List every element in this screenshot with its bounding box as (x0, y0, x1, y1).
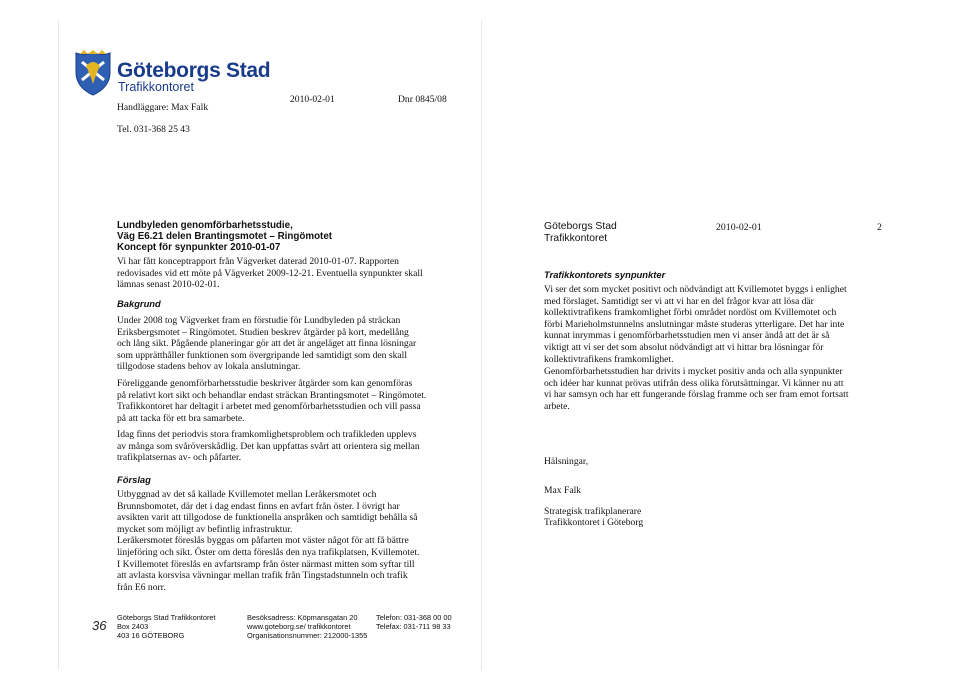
text-line: från E6 norr. (117, 581, 166, 593)
text-line: kollektivtrafikens framkomlighet förbi området nordöst om Kvillemotet och (544, 307, 837, 319)
intro-paragraph (117, 256, 423, 291)
text-line: linjeföring och sikt. Öster om detta föreslås den nya trafikplatsen, Kvillemotet. (117, 546, 420, 558)
text-line: kollektivtrafikens framkomlighet. (544, 353, 674, 365)
text-line: viktigt att vi ser det som absolut nödvändigt att vi hittar bra lösningar för (544, 341, 824, 353)
forslag-heading: Förslag (117, 474, 151, 485)
text-line: Trafikkontoret har deltagit i arbetet med genomförbarhetsstudien och vill passa (117, 401, 421, 413)
signature-block (544, 485, 643, 529)
text-line: som upprätthåller funktionen som övergripande led samtidigt som den skall (117, 349, 407, 361)
footer-line: Telefon: 031-368 00 00 (376, 613, 452, 622)
forslag-paragraph (117, 489, 419, 593)
footer-line: Box 2403 (117, 621, 149, 631)
intro-line: lämnas senast 2010-02-01. (117, 279, 220, 291)
text-line: Idag finns det periodvis stora framkomlighetsproblem och trafikleden upplevs (117, 429, 417, 440)
text-line: att avlasta korsvisa vävningar mellan trafik från Tingstadstunneln och trafik (117, 570, 408, 582)
dnr: Dnr 0845/08 (398, 94, 447, 105)
footer-column-address (117, 614, 216, 640)
footer-line: 403 16 GÖTEBORG (117, 630, 185, 640)
signature-org: Trafikkontoret i Göteborg (544, 517, 644, 529)
text-line: vi har samsyn och har ett fungerande förslag framme och ser fram emot fortsatt (544, 389, 849, 401)
text-line: Föreliggande genomförbarhetsstudie beskriver åtgärder som kan genomföras (117, 378, 413, 389)
text-line: arbete. (544, 400, 570, 412)
text-line: förbi Marieholmstunnelns anslutningar måste studeras ytterligare. Det har inte (544, 318, 845, 330)
footer-line: Organisationsnummer: 212000-1355 (247, 630, 368, 640)
city-coat-of-arms-logo (74, 50, 112, 96)
signature-title: Strategisk trafikplanerare (544, 505, 642, 517)
title-line-1: Lundbyleden genomförbarhetsstudie, (117, 220, 293, 231)
signature-name: Max Falk (544, 485, 582, 496)
text-line: avsikten varit att tillgodose de funktionella anspråken och samtidigt behålla så (117, 512, 418, 524)
text-line: på att tacka för ett bra samarbete. (117, 412, 245, 424)
text-line: Leråkersmotet föreslås byggas om påfarten mot väster något för att få bättre (117, 535, 409, 547)
phone: Tel. 031-368 25 43 (117, 124, 190, 135)
text-line: och lång sikt. Pågående planeringar gör att det är angeläget att finna lösningar (117, 338, 417, 350)
text-line: Eriksbergsmotet – Ringömotet. Studien beskrev åtgärder på kort, medellång (117, 326, 409, 338)
bakgrund-paragraph-3 (117, 429, 420, 464)
text-line: och idéer har kunnat prövas utifrån dess olika förutsättningar. Vi känner nu att (544, 377, 844, 389)
footer-line: Besöksadress: Köpmansgatan 20 (247, 613, 358, 622)
handler: Handläggare: Max Falk (117, 102, 209, 113)
title-line-2: Väg E6.21 delen Brantingsmotet – Ringömotet (117, 230, 333, 242)
intro-line: Vi har fått konceptrapport från Vägverket daterad 2010-01-07. Rapporten (117, 256, 399, 267)
org-name: Göteborgs Stad (117, 59, 271, 82)
page2-org-name: Göteborgs Stad (544, 221, 617, 232)
title-line-3: Koncept för synpunkter 2010-01-07 (117, 241, 281, 253)
bakgrund-paragraph-2 (117, 378, 426, 424)
text-line: med förslaget. Samtidigt ser vi att vi har en del frågor kvar att lösa där (544, 295, 814, 307)
text-line: kunnat inrymmas i genomförbarhetsstudien men vi anser ändå att det är så (544, 330, 830, 342)
page2-date: 2010-02-01 (716, 222, 762, 233)
synpunkter-heading: Trafikkontorets synpunkter (544, 269, 666, 280)
footer-line: Telefax: 031-711 98 33 (376, 621, 451, 631)
text-line: av många som svåröverskådlig. Det kan uppfattas svårt att orientera sig mellan (117, 440, 420, 452)
page2-page-number: 2 (877, 222, 882, 233)
footer-column-contact (376, 614, 452, 632)
text-line: Utbyggnad av det så kallade Kvillemotet mellan Leråkersmotet och (117, 489, 377, 500)
text-line: Vi ser det som mycket positivt och nödvändigt att Kvillemotet byggs i enlighet (544, 284, 847, 295)
page-edge-mid (481, 20, 482, 670)
intro-line: redovisades vid ett möte på Vägverket 2009-12-21. Eventuella synpunkter skall (117, 267, 423, 279)
page2-org-block (544, 221, 617, 246)
footer-link[interactable]: www.goteborg.se/ trafikkontoret (247, 621, 351, 631)
text-line: Brunnsbomotet, där det i dag endast finns en avfart från öster. I övrigt har (117, 500, 400, 512)
synpunkter-paragraph-1 (544, 284, 847, 365)
text-line: mycket som möjligt av befintlig infrastruktur. (117, 523, 293, 535)
synpunkter-paragraph-2 (544, 366, 849, 412)
greeting: Hälsningar, (544, 456, 589, 467)
text-line: trafikplatsernas av- och påfarter. (117, 452, 242, 464)
letter-date: 2010-02-01 (290, 94, 335, 105)
org-unit: Trafikkontoret (118, 80, 194, 94)
footer-page-number: 36 (92, 618, 107, 633)
footer-line: Göteborgs Stad Trafikkontoret (117, 613, 216, 622)
page2-org-unit: Trafikkontoret (544, 233, 608, 245)
text-line: Genomförbarhetsstudien har drivits i mycket positiv anda och alla synpunkter (544, 366, 843, 377)
text-line: I Kvillemotet föreslås en avfartsramp från öster närmast mitten som syftar till (117, 558, 415, 570)
bakgrund-heading: Bakgrund (117, 298, 161, 309)
text-line: på relativt kort sikt och behandlar endast sträckan Brantingsmotet – Ringömotet. (117, 389, 427, 401)
title-block (117, 221, 332, 253)
page-edge-left (58, 20, 59, 670)
footer-column-visit (247, 614, 367, 640)
text-line: tillgodose stadens behov av lokala anslutningar. (117, 361, 301, 373)
bakgrund-paragraph-1 (117, 315, 416, 373)
text-line: Under 2008 tog Vägverket fram en förstudie för Lundbyleden på sträckan (117, 315, 401, 326)
